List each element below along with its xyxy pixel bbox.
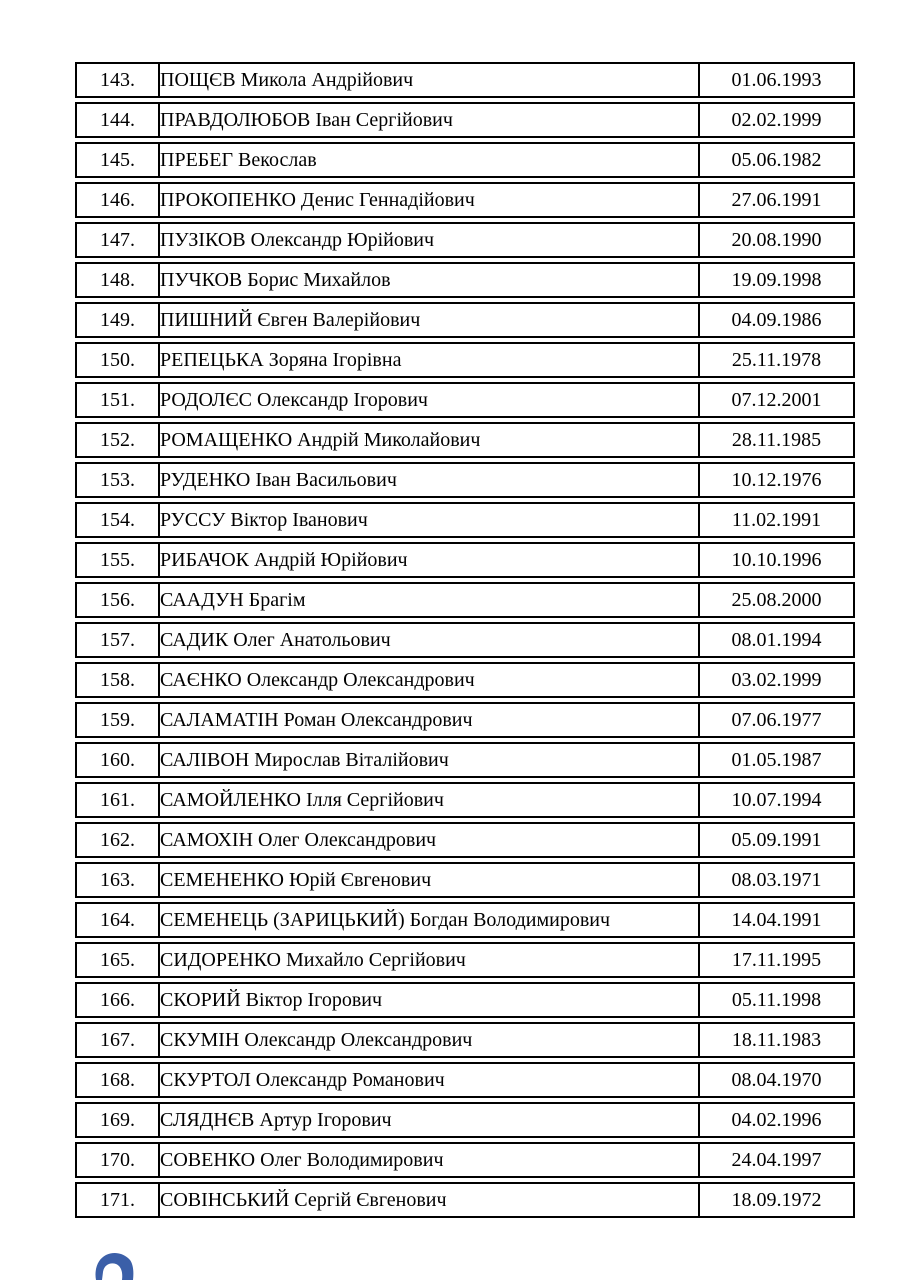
stamp-shape	[95, 1253, 133, 1280]
row-birthdate-cell: 10.07.1994	[700, 782, 855, 818]
table-row	[75, 782, 855, 818]
row-number-cell: 170.	[75, 1142, 160, 1178]
row-number-cell: 157.	[75, 622, 160, 658]
row-name-cell: РУССУ Віктор Іванович	[160, 502, 700, 538]
row-name-cell: САДИК Олег Анатольович	[160, 622, 700, 658]
table-row	[75, 982, 855, 1018]
table-row	[75, 622, 855, 658]
row-number-cell: 144.	[75, 102, 160, 138]
row-name-cell: РУДЕНКО Іван Васильович	[160, 462, 700, 498]
table-row	[75, 902, 855, 938]
row-birthdate-cell: 07.12.2001	[700, 382, 855, 418]
row-name-cell: СОВІНСЬКИЙ Сергій Євгенович	[160, 1182, 700, 1218]
row-name-cell: РОДОЛЄС Олександр Ігорович	[160, 382, 700, 418]
table-row	[75, 1022, 855, 1058]
row-birthdate-cell: 05.06.1982	[700, 142, 855, 178]
row-birthdate-cell: 25.08.2000	[700, 582, 855, 618]
row-number-cell: 164.	[75, 902, 160, 938]
row-name-cell: СЕМЕНЕЦЬ (ЗАРИЦЬКИЙ) Богдан Володимирович	[160, 902, 700, 938]
table-row	[75, 182, 855, 218]
table-row	[75, 1142, 855, 1178]
row-birthdate-cell: 19.09.1998	[700, 262, 855, 298]
row-name-cell: ПРЕБЕГ Векослав	[160, 142, 700, 178]
row-birthdate-cell: 11.02.1991	[700, 502, 855, 538]
table-row	[75, 542, 855, 578]
row-number-cell: 171.	[75, 1182, 160, 1218]
row-birthdate-cell: 04.09.1986	[700, 302, 855, 338]
personnel-roster-table	[75, 58, 855, 1222]
row-name-cell: ПИШНИЙ Євген Валерійович	[160, 302, 700, 338]
table-row	[75, 582, 855, 618]
row-birthdate-cell: 14.04.1991	[700, 902, 855, 938]
row-birthdate-cell: 04.02.1996	[700, 1102, 855, 1138]
row-name-cell: СЕМЕНЕНКО Юрій Євгенович	[160, 862, 700, 898]
row-name-cell: СКУРТОЛ Олександр Романович	[160, 1062, 700, 1098]
row-name-cell: СКОРИЙ Віктор Ігорович	[160, 982, 700, 1018]
row-name-cell: ПРОКОПЕНКО Денис Геннадійович	[160, 182, 700, 218]
row-birthdate-cell: 01.06.1993	[700, 62, 855, 98]
table-row	[75, 462, 855, 498]
row-number-cell: 162.	[75, 822, 160, 858]
table-row	[75, 942, 855, 978]
row-name-cell: ПРАВДОЛЮБОВ Іван Сергійович	[160, 102, 700, 138]
row-number-cell: 153.	[75, 462, 160, 498]
row-birthdate-cell: 10.12.1976	[700, 462, 855, 498]
row-number-cell: 151.	[75, 382, 160, 418]
row-birthdate-cell: 08.04.1970	[700, 1062, 855, 1098]
row-name-cell: РИБАЧОК Андрій Юрійович	[160, 542, 700, 578]
row-name-cell: САЄНКО Олександр Олександрович	[160, 662, 700, 698]
table-row	[75, 742, 855, 778]
row-name-cell: СААДУН Брагім	[160, 582, 700, 618]
row-birthdate-cell: 02.02.1999	[700, 102, 855, 138]
table-row	[75, 1062, 855, 1098]
table-row	[75, 502, 855, 538]
row-name-cell: ПОЩЄВ Микола Андрійович	[160, 62, 700, 98]
table-row	[75, 62, 855, 98]
row-birthdate-cell: 17.11.1995	[700, 942, 855, 978]
table-row	[75, 1102, 855, 1138]
table-row	[75, 222, 855, 258]
row-name-cell: СИДОРЕНКО Михайло Сергійович	[160, 942, 700, 978]
row-number-cell: 154.	[75, 502, 160, 538]
row-name-cell: СКУМІН Олександр Олександрович	[160, 1022, 700, 1058]
table-row	[75, 342, 855, 378]
row-number-cell: 169.	[75, 1102, 160, 1138]
row-birthdate-cell: 18.09.1972	[700, 1182, 855, 1218]
row-number-cell: 152.	[75, 422, 160, 458]
row-number-cell: 158.	[75, 662, 160, 698]
row-name-cell: САМОЙЛЕНКО Ілля Сергійович	[160, 782, 700, 818]
row-number-cell: 167.	[75, 1022, 160, 1058]
row-name-cell: СЛЯДНЄВ Артур Ігорович	[160, 1102, 700, 1138]
table-row	[75, 862, 855, 898]
row-name-cell: ПУЧКОВ Борис Михайлов	[160, 262, 700, 298]
row-number-cell: 148.	[75, 262, 160, 298]
partial-stamp-image	[92, 1251, 134, 1280]
row-birthdate-cell: 25.11.1978	[700, 342, 855, 378]
table-row	[75, 262, 855, 298]
table-row	[75, 142, 855, 178]
row-birthdate-cell: 05.09.1991	[700, 822, 855, 858]
roster-table-body	[75, 62, 855, 1218]
row-number-cell: 149.	[75, 302, 160, 338]
row-birthdate-cell: 28.11.1985	[700, 422, 855, 458]
row-birthdate-cell: 24.04.1997	[700, 1142, 855, 1178]
row-birthdate-cell: 10.10.1996	[700, 542, 855, 578]
row-number-cell: 155.	[75, 542, 160, 578]
table-row	[75, 302, 855, 338]
row-number-cell: 161.	[75, 782, 160, 818]
row-birthdate-cell: 01.05.1987	[700, 742, 855, 778]
row-number-cell: 160.	[75, 742, 160, 778]
row-number-cell: 143.	[75, 62, 160, 98]
row-birthdate-cell: 05.11.1998	[700, 982, 855, 1018]
row-name-cell: САМОХІН Олег Олександрович	[160, 822, 700, 858]
row-number-cell: 147.	[75, 222, 160, 258]
table-row	[75, 1182, 855, 1218]
row-birthdate-cell: 08.03.1971	[700, 862, 855, 898]
table-row	[75, 102, 855, 138]
row-birthdate-cell: 20.08.1990	[700, 222, 855, 258]
row-name-cell: РОМАЩЕНКО Андрій Миколайович	[160, 422, 700, 458]
row-number-cell: 146.	[75, 182, 160, 218]
row-birthdate-cell: 08.01.1994	[700, 622, 855, 658]
table-row	[75, 822, 855, 858]
row-number-cell: 166.	[75, 982, 160, 1018]
row-number-cell: 159.	[75, 702, 160, 738]
row-birthdate-cell: 18.11.1983	[700, 1022, 855, 1058]
row-number-cell: 163.	[75, 862, 160, 898]
row-birthdate-cell: 07.06.1977	[700, 702, 855, 738]
row-number-cell: 156.	[75, 582, 160, 618]
row-number-cell: 145.	[75, 142, 160, 178]
row-name-cell: РЕПЕЦЬКА Зоряна Ігорівна	[160, 342, 700, 378]
row-number-cell: 168.	[75, 1062, 160, 1098]
row-name-cell: САЛІВОН Мирослав Віталійович	[160, 742, 700, 778]
table-row	[75, 662, 855, 698]
row-number-cell: 150.	[75, 342, 160, 378]
row-name-cell: САЛАМАТІН Роман Олександрович	[160, 702, 700, 738]
row-name-cell: ПУЗІКОВ Олександр Юрійович	[160, 222, 700, 258]
row-number-cell: 165.	[75, 942, 160, 978]
row-birthdate-cell: 27.06.1991	[700, 182, 855, 218]
table-row	[75, 382, 855, 418]
table-row	[75, 422, 855, 458]
table-row	[75, 702, 855, 738]
row-birthdate-cell: 03.02.1999	[700, 662, 855, 698]
row-name-cell: СОВЕНКО Олег Володимирович	[160, 1142, 700, 1178]
